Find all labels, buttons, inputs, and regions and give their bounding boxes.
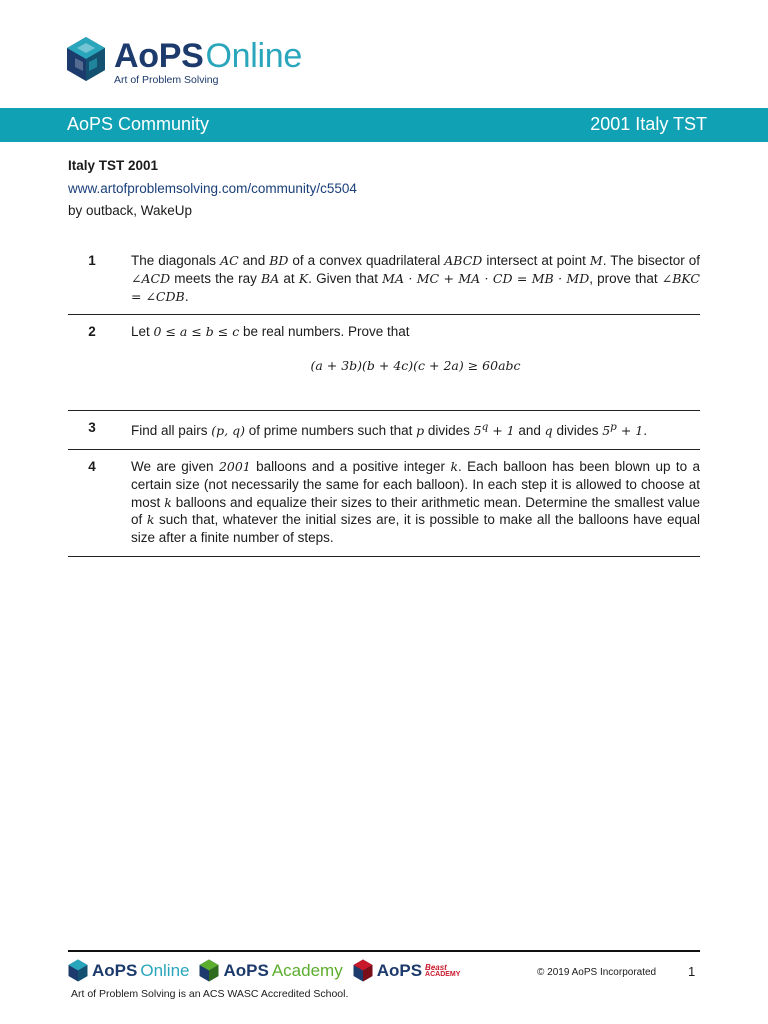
aops-online-logo[interactable] — [66, 36, 302, 92]
problem-statement — [131, 419, 700, 440]
accreditation-note: Art of Problem Solving is an ACS WASC Accredited School. — [71, 988, 349, 1000]
math: M — [589, 253, 603, 268]
logo-online-text: Online — [205, 37, 302, 75]
problem-statement — [131, 323, 700, 401]
contest-title: 2001 Italy TST — [590, 114, 707, 134]
problem-4 — [68, 450, 700, 557]
math: K — [298, 270, 309, 286]
footer-logo-aops-online[interactable] — [68, 959, 189, 982]
text: at — [279, 270, 299, 286]
text: . Given that — [308, 270, 383, 286]
contest-meta — [68, 155, 357, 223]
math: k — [146, 512, 155, 528]
math: ∠BKC = ∠CDB. — [131, 270, 700, 304]
math: k — [450, 458, 459, 474]
text: The diagonals — [131, 253, 221, 268]
text: . The bisector of — [602, 253, 701, 268]
problem-3 — [68, 411, 700, 450]
text: balloons and equalize their sizes to their arithmetic mean. Determine the smallest value of — [131, 494, 700, 528]
logo-aops-text: AoPS — [114, 37, 204, 75]
math: q — [544, 423, 553, 439]
text: We are given — [131, 458, 219, 474]
footer-logo-academy-text: Academy — [271, 960, 343, 980]
display-equation: (a + 3b)(b + 4c)(c + 2a) ≥ 60abc — [310, 358, 521, 374]
text: and — [238, 253, 270, 268]
problem-2 — [68, 315, 700, 411]
math: 0 ≤ a ≤ b ≤ c — [153, 324, 240, 340]
problem-number: 3 — [88, 419, 96, 435]
math: BA — [261, 270, 280, 286]
problem-statement — [131, 252, 700, 305]
authors-line: by outback, WakeUp — [68, 203, 193, 218]
footer-logo-aops-academy[interactable] — [199, 959, 342, 982]
math: MA · MC + MA · CD = MB · MD — [382, 270, 590, 286]
problem-number: 4 — [88, 458, 96, 474]
problem-1 — [68, 244, 700, 315]
problem-number: 2 — [88, 324, 96, 340]
page-number: 1 — [688, 964, 696, 979]
header-band — [0, 108, 768, 142]
copyright-notice: © 2019 AoPS Incorporated — [537, 967, 657, 978]
beast-word: Beast — [425, 962, 447, 972]
footer-logos — [68, 959, 470, 982]
footer-logo-aops-text: AoPS — [223, 960, 269, 980]
footer-logo-online-text: Online — [140, 960, 190, 980]
contest-name: Italy TST 2001 — [68, 158, 159, 173]
problem-number: 1 — [88, 253, 96, 268]
text: Let — [131, 324, 154, 340]
footer-logo-aops-text: AoPS — [376, 960, 423, 980]
math: ABCD — [444, 253, 483, 268]
community-label[interactable]: AoPS Community — [67, 114, 210, 134]
text: and — [514, 423, 545, 439]
math-rest: + 1. — [616, 423, 648, 439]
logo-tagline: Art of Problem Solving — [114, 74, 219, 86]
text: divides — [424, 423, 474, 439]
footer-logo-beast-academy[interactable] — [353, 959, 461, 982]
text: Find all pairs — [131, 423, 212, 439]
community-link[interactable]: www.artofproblemsolving.com/community/c5504 — [68, 180, 357, 196]
text: of a convex quadrilateral — [288, 253, 445, 268]
problem-list — [68, 244, 700, 557]
math: BD — [269, 253, 289, 268]
math-exponent: q — [481, 420, 489, 433]
text: intersect at point — [482, 253, 590, 268]
text: such that, whatever the initial sizes are, it is possible to make all the balloons have equal size after a finite number of steps. — [131, 512, 700, 546]
math-exponent: p — [610, 420, 617, 433]
aops-cube-icon — [199, 959, 219, 982]
text: be real numbers. Prove that — [239, 324, 410, 340]
text: divides — [552, 423, 603, 439]
aops-cube-icon — [353, 959, 373, 982]
math: k — [164, 494, 172, 510]
math: 2001 — [218, 458, 251, 474]
footer-logo-beast-text — [425, 964, 460, 978]
math-rest: + 1 — [488, 423, 515, 439]
math: ∠ACD — [131, 270, 171, 286]
math — [473, 420, 515, 439]
footer-logo-aops-text: AoPS — [92, 960, 138, 980]
text: , prove that — [589, 270, 662, 286]
math-base: 5 — [602, 423, 611, 439]
footer-divider — [68, 950, 700, 952]
aops-cube-icon — [66, 36, 106, 82]
text: balloons and a positive integer — [250, 458, 451, 474]
text: . Each balloon has been blown up to a certain size (not necessarily the same for each balloon). In each step it is allowed to choose at most — [131, 458, 700, 510]
math: AC — [220, 253, 239, 268]
math — [602, 420, 648, 439]
academy-word: ACADEMY — [425, 970, 461, 978]
aops-cube-icon — [68, 959, 88, 982]
math: p — [416, 423, 425, 439]
text: of prime numbers such that — [245, 423, 417, 439]
math: (p, q) — [211, 423, 246, 439]
problem-statement — [131, 458, 700, 547]
text: meets the ray — [170, 270, 262, 286]
math-base: 5 — [473, 423, 482, 439]
